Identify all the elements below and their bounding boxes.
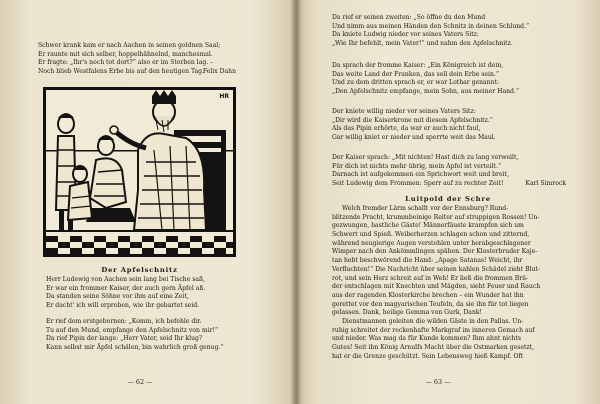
woodcut-illustration (43, 87, 236, 257)
poem-line: Da rief er seinen zweiten: „So öffne du den Mund (332, 14, 486, 21)
book-gutter (290, 0, 302, 404)
prose-line: der entschlagen mit Knechten und Mägden, sieht Feuer und Rauch (332, 283, 541, 291)
section-title: Luitpold der Schre (405, 195, 491, 203)
prose-line: gelassen. Dank, heilige Gemma von Gurk, Dank! (332, 309, 483, 317)
prose-line: hat er die Grenze geschützt. Sein Lebensweg hieß Kampf. Oft (332, 352, 524, 360)
poem-line: Er war ein frommer Kaiser, der auch gern Äpfel aß. (46, 284, 206, 292)
poem-line: Da rief Pipin der lange: „Herr Vater, seid Ihr klug? (46, 335, 203, 343)
woodcut-king-and-kneeling-sons-icon (46, 90, 233, 254)
prose-line: während neugierige Augen verstohlen unter herabgeschlagener (332, 239, 531, 247)
poem-line: Da kniete Ludwig nieder vor seines Vaters Sitz: (332, 31, 479, 39)
prose-line: Gutes! Seit ihn König Arnulfs Macht über die Ostmarken gesetzt, (332, 344, 535, 351)
poem-line: Kann selbst mir Äpfel schälen, bin wahrlich groß genug.“ (46, 344, 224, 352)
right-stanza-4 (332, 154, 518, 189)
poem-line: Für dich ist nichts mehr übrig, mein Apfel ist verteilt.“ (332, 162, 502, 170)
poem-line: Gar willig kniet er nieder und sperrte weit das Maul. (332, 134, 496, 142)
prose-line: Dienstmannen geleiten die wilden Gäste in den Pallas. Un- (342, 317, 524, 325)
prose-block (332, 205, 540, 361)
poem-line: Er rief dem erstgebornen: „Komm, ich befehle dir. (46, 318, 202, 325)
poem-line: Und zu dem dritten sprach er, er war Lothar genannt: (332, 79, 500, 87)
prose-line: ruhig schreitet der reckenhafte Markgraf im inneren Gemach auf (332, 326, 535, 334)
prose-line: gezwungen, hastliche Gäste! Männerfäuste krampfen sich um (332, 222, 524, 230)
poem-line: „Wie Ihr befehlt, mein Vater!“ und nahm den Apfelschnitz. (332, 40, 513, 48)
prose-line: blitzende Pracht, krummbeinige Reiter auf struppigen Rossen! Un- (332, 213, 540, 221)
poem-line: Das weite Land der Franken, das soll dein Erbe sein.“ (332, 70, 499, 78)
prose-line: und nieder. Was mag da für Kunde kommen? Ihm ahnt nichts (332, 335, 522, 343)
poem-line: Da standen seine Söhne vor ihm auf eine Zeit, (46, 293, 189, 301)
prose-line: aus der ragenden Klosterkirche brechen – ein Wunder hat ihn (332, 291, 524, 299)
poem-line: Seit Ludewig dem Frommen: Sperr auf zu rechter Zeit! (332, 180, 504, 188)
prose-line: rot, und sein Herz schreit auf in Weh! Er ließ die frommen Brü- (332, 274, 529, 282)
poem-stanza-2 (46, 318, 224, 353)
poem-stanza-1 (46, 276, 205, 311)
prose-line: Wimper nach den Ankömmlingen spähen. Der Klosterbruder Kaje- (332, 248, 538, 256)
top-poem-line: Noch blieb Westfalens Erbe bis auf den heutigen Tag. (38, 68, 205, 76)
page-number-left: — 62 — (127, 378, 153, 386)
prose-line: tan hebt beschwörend die Hand: „Apage Satanas! Weicht, ihr (332, 257, 523, 265)
prose-line: Welch fremder Lärm schallt vor der Ennsburg? Rund- (342, 205, 509, 212)
poem-line: „Dir wird die Kaiserkrone mit diesem Apfelschnitz.“ (332, 116, 493, 124)
prose-line: gerettet vor den magyarischen Teufeln, da sie ihn für tot liegen (332, 300, 529, 308)
monogram: HR (219, 93, 229, 100)
poem-line: Er dacht' ich will erproben, wie ihr gebartet seid. (46, 302, 200, 310)
prose-line: Verfluchten!“ Die Nachricht über seinen kahlen Schädel zieht Blut- (332, 265, 540, 273)
poem-line: Da sprach der fromme Kaiser: „Ein Königreich ist dein, (332, 62, 504, 69)
right-stanza-1 (332, 14, 529, 49)
poem-line: „Den Apfelschnitz empfange, mein Sohn, aus meiner Hand.“ (332, 88, 519, 96)
right-stanza-2 (332, 62, 519, 97)
poem-line: Der kniete willig nieder vor seines Vaters Sitz: (332, 108, 476, 115)
poem-line: Als das Pipin erhörte, da war er auch nicht faul, (332, 125, 481, 133)
poem-line: Der Kaiser sprach: „Mit nichten! Hast dich zu lang verweilt, (332, 154, 519, 161)
poem-title: Der Apfelschnitz (101, 266, 178, 274)
left-page (0, 0, 296, 404)
poem-line: Tu auf den Mund, empfange den Apfelschnitz von mir!“ (46, 326, 219, 334)
stanza-4-author: Karl Simrock (525, 180, 566, 187)
top-poem-line: Er raunte mit sich selber, hoppelhähnelnd, manchesmal. (38, 50, 213, 58)
poem-line: Darnach ist aufgekommen ein Sprichwort weit und breit, (332, 171, 509, 179)
top-poem-author: Felix Dahn (202, 68, 236, 75)
poem-line: Herr Ludewig von Aachen sein lang bei Tische saß, (46, 276, 206, 283)
poem-line: Und nimm aus meinen Händen den Schnitz in deinen Schlund.“ (332, 22, 530, 30)
top-poem-line: Er fragte: „Ihr's noch tot dort?“ also er im Sterben lag. – (38, 59, 214, 67)
right-page (296, 0, 600, 404)
prose-line: Schwert und Spieß. Weiberherzen schlagen schon und zitternd, (332, 231, 530, 239)
page-number-right: — 63 — (425, 378, 451, 386)
right-stanza-3 (332, 108, 496, 143)
top-poem-line: Schwer krank kam er nach Aachen in seinen goldnen Saal; (38, 42, 221, 49)
